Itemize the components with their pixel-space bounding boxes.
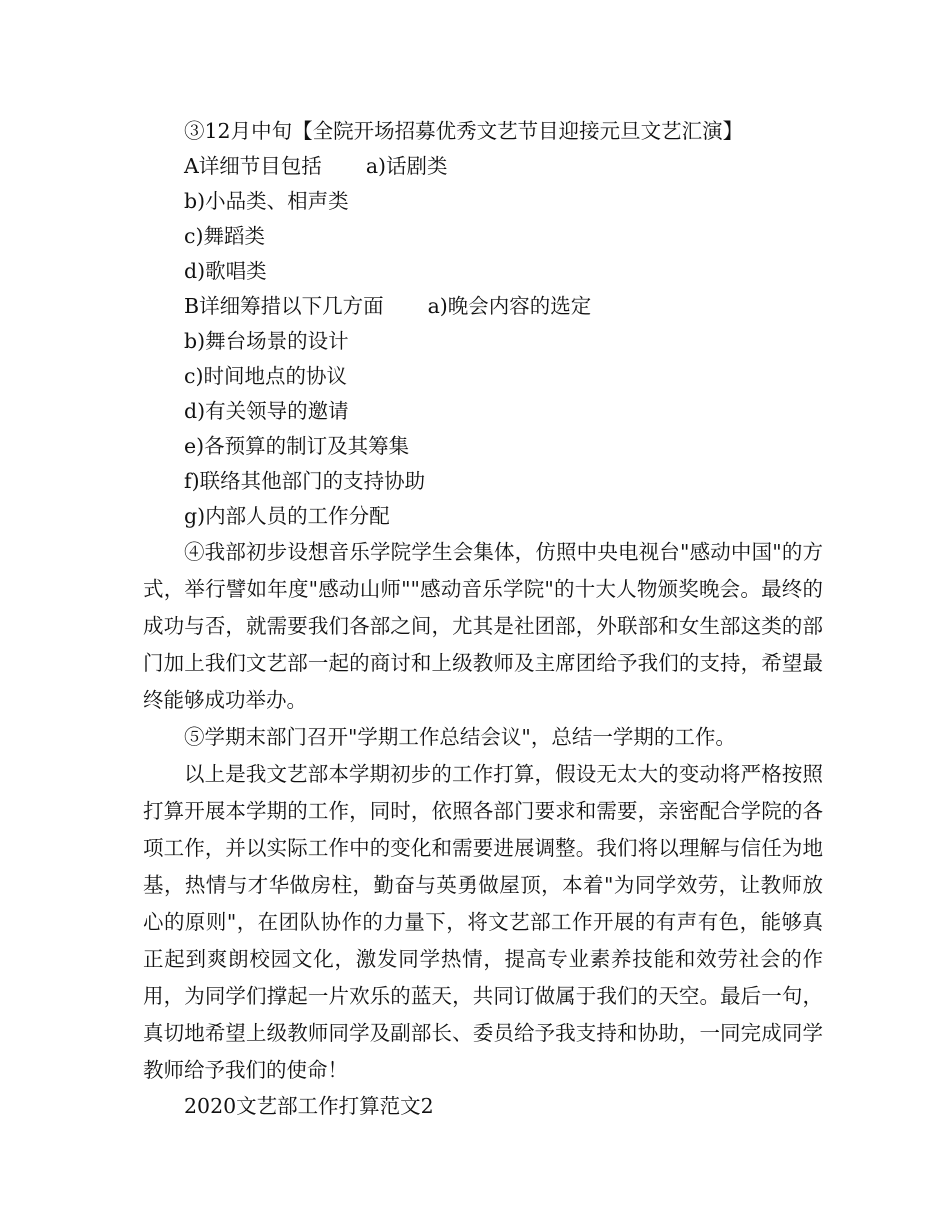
program-list-label: A详细节目包括 — [184, 154, 322, 178]
preparation-item-c: c)时间地点的协议 — [184, 364, 347, 388]
preparation-item-f: f)联络其他部门的支持协助 — [184, 469, 426, 493]
preparation-item-b: b)舞台场景的设计 — [184, 329, 349, 353]
preparation-item-d: d)有关领导的邀请 — [184, 399, 349, 423]
program-item-a: a)话剧类 — [365, 154, 448, 178]
program-item-b: b)小品类、相声类 — [184, 189, 349, 213]
program-item-c: c)舞蹈类 — [184, 224, 265, 248]
preparation-list-label: B详细筹措以下几方面 — [184, 294, 384, 318]
preparation-item-a: a)晚会内容的选定 — [427, 294, 592, 318]
program-item-d: d)歌唱类 — [184, 259, 267, 283]
preparation-item-g: g)内部人员的工作分配 — [184, 504, 390, 528]
paragraph-term-summary: ⑤学期末部门召开"学期工作总结会议"，总结一学期的工作。 — [184, 725, 736, 749]
paragraph-conclusion: 以上是我文艺部本学期初步的工作打算，假设无太大的变动将严格按照打算开展本学期的工作，同时，依照各部门要求和需要，亲密配合学院的各项工作，并以实际工作中的变化和需要进展调整。我们将以理解与信任为地基，热情与才华做房柱，勤奋与英勇做屋顶，本着"为同学效劳，让教师放心的原则"，在团队协作的力量下，将文艺部工作开展的有声有色，能够真正起到爽朗校园文化，激发同学热情，提高专业素养技能和效劳社会的作用，为同学们撑起一片欢乐的蓝天，共同订做属于我们的天空。最后一句，真切地希望上级教师同学及副部长、委员给予我支持和协助，一同完成同学教师给予我们的使命！ — [143, 762, 823, 1082]
preparation-list-heading — [143, 289, 823, 324]
program-list-heading — [143, 149, 823, 184]
next-section-title: 2020文艺部工作打算范文2 — [184, 1094, 434, 1118]
document-body — [143, 114, 823, 1124]
preparation-item-e: e)各预算的制订及其筹集 — [184, 434, 410, 458]
event-heading: ③12月中旬【全院开场招募优秀文艺节目迎接元旦文艺汇演】 — [184, 119, 744, 143]
paragraph-award-gala: ④我部初步设想音乐学院学生会集体，仿照中央电视台"感动中国"的方式，举行譬如年度"感动山师""感动音乐学院"的十大人物颁奖晚会。最终的成功与否，就需要我们各部之间，尤其是社团部，外联部和女生部这类的部门加上我们文艺部一起的商讨和上级教师及主席团给予我们的支持，希望最终能够成功举办。 — [143, 540, 823, 712]
